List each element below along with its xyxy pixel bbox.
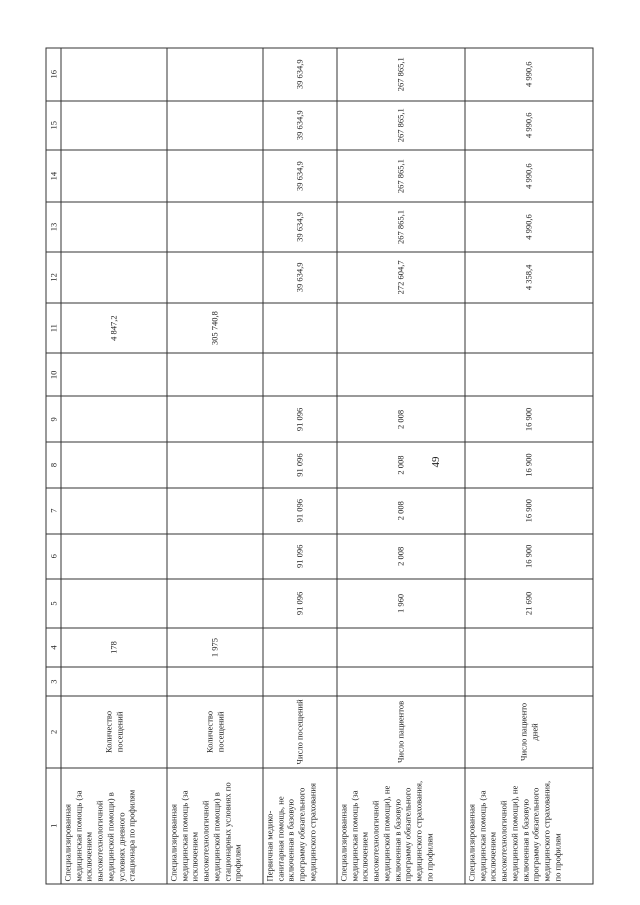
value-cell	[465, 628, 593, 667]
value-cell: 267 865,1	[337, 150, 465, 202]
value-cell	[61, 252, 167, 303]
value-cell	[61, 101, 167, 150]
value-cell: 178	[61, 628, 167, 667]
header-cell: 14	[46, 150, 61, 202]
value-cell: 1 960	[337, 579, 465, 628]
header-cell: 1	[46, 768, 61, 884]
value-cell	[167, 396, 263, 442]
unit-cell: Число посещений	[263, 696, 337, 767]
header-cell: 6	[46, 534, 61, 579]
header-cell: 12	[46, 252, 61, 303]
value-cell	[61, 353, 167, 396]
table-row	[61, 48, 167, 884]
table-row	[263, 48, 337, 884]
value-cell: 91 096	[263, 534, 337, 579]
table-row	[167, 48, 263, 884]
table-row	[337, 48, 465, 884]
value-cell: 39 634,9	[263, 150, 337, 202]
value-cell: 2 008	[337, 534, 465, 579]
value-cell: 39 634,9	[263, 202, 337, 251]
value-cell: 91 096	[263, 579, 337, 628]
value-cell	[263, 628, 337, 667]
value-cell	[61, 150, 167, 202]
value-cell	[263, 667, 337, 696]
page-number: 49	[430, 456, 442, 468]
header-cell: 11	[46, 303, 61, 353]
value-cell	[167, 442, 263, 487]
value-cell	[337, 628, 465, 667]
header-cell: 13	[46, 202, 61, 251]
value-cell	[167, 534, 263, 579]
value-cell	[167, 150, 263, 202]
value-cell: 39 634,9	[263, 101, 337, 150]
header-cell: 8	[46, 442, 61, 487]
value-cell	[167, 579, 263, 628]
unit-cell: Число пациентов	[337, 696, 465, 767]
value-cell: 267 865,1	[337, 202, 465, 251]
value-cell	[61, 442, 167, 487]
data-table	[46, 48, 594, 885]
header-cell: 15	[46, 101, 61, 150]
value-cell: 16 900	[465, 442, 593, 487]
header-row	[46, 48, 61, 884]
table-row	[465, 48, 593, 884]
value-cell: 16 900	[465, 534, 593, 579]
header-cell: 3	[46, 667, 61, 696]
unit-cell: Количество посещений	[61, 696, 167, 767]
value-cell: 39 634,9	[263, 48, 337, 101]
value-cell: 91 096	[263, 488, 337, 534]
value-cell: 2 008	[337, 396, 465, 442]
header-cell: 9	[46, 396, 61, 442]
service-name-cell: Специализированная медицинская помощь (за исключением высокотехнологичной медицинской помощи), не включенная в базовую программу обязательного медицинского страхования, по профилям	[337, 768, 465, 884]
value-cell	[167, 101, 263, 150]
value-cell	[337, 303, 465, 353]
header-cell: 5	[46, 579, 61, 628]
value-cell	[61, 534, 167, 579]
value-cell: 267 865,1	[337, 101, 465, 150]
service-name-cell: Специализированная медицинская помощь (за исключением высокотехнологичной медицинской помощи) в стационарных условиях по профилям	[167, 768, 263, 884]
value-cell: 16 900	[465, 396, 593, 442]
value-cell	[465, 353, 593, 396]
header-cell: 7	[46, 488, 61, 534]
value-cell	[61, 488, 167, 534]
value-cell	[167, 353, 263, 396]
value-cell: 4 990,6	[465, 150, 593, 202]
value-cell: 21 690	[465, 579, 593, 628]
value-cell	[263, 353, 337, 396]
header-cell: 10	[46, 353, 61, 396]
value-cell: 2 008	[337, 442, 465, 487]
value-cell	[263, 303, 337, 353]
service-name-cell: Специализированная медицинская помощь (за исключением высокотехнологичной медицинской помощи), не включенная в базовую программу обязательного медицинского страхования, по профилям	[465, 768, 593, 884]
value-cell: 272 604,7	[337, 252, 465, 303]
value-cell	[167, 488, 263, 534]
value-cell: 91 096	[263, 442, 337, 487]
header-cell: 2	[46, 696, 61, 767]
value-cell	[61, 202, 167, 251]
value-cell: 267 865,1	[337, 48, 465, 101]
value-cell: 2 008	[337, 488, 465, 534]
service-name-cell: Специализированная медицинская помощь (за исключением высокотехнологичной медицинской помощи) в условиях дневного стационара по профилям	[61, 768, 167, 884]
value-cell	[167, 48, 263, 101]
value-cell	[61, 396, 167, 442]
value-cell: 39 634,9	[263, 252, 337, 303]
value-cell: 4 358,4	[465, 252, 593, 303]
unit-cell: Число пациенто дней	[465, 696, 593, 767]
value-cell	[337, 353, 465, 396]
value-cell	[167, 252, 263, 303]
value-cell	[167, 667, 263, 696]
value-cell: 1 975	[167, 628, 263, 667]
service-name-cell: Первичная медико-санитарная помощь, не включенная в базовую программу обязательного медицинского страхования	[263, 768, 337, 884]
unit-cell: Количество посещений	[167, 696, 263, 767]
value-cell	[465, 303, 593, 353]
value-cell	[61, 667, 167, 696]
value-cell: 4 990,6	[465, 101, 593, 150]
header-cell: 4	[46, 628, 61, 667]
value-cell: 16 900	[465, 488, 593, 534]
rotated-table-container	[46, 48, 563, 885]
value-cell: 91 096	[263, 396, 337, 442]
value-cell	[61, 48, 167, 101]
value-cell: 4 990,6	[465, 48, 593, 101]
value-cell	[167, 202, 263, 251]
value-cell	[465, 667, 593, 696]
value-cell: 4 990,6	[465, 202, 593, 251]
value-cell: 305 740,8	[167, 303, 263, 353]
value-cell: 4 847,2	[61, 303, 167, 353]
value-cell	[61, 579, 167, 628]
header-cell: 16	[46, 48, 61, 101]
value-cell	[337, 667, 465, 696]
